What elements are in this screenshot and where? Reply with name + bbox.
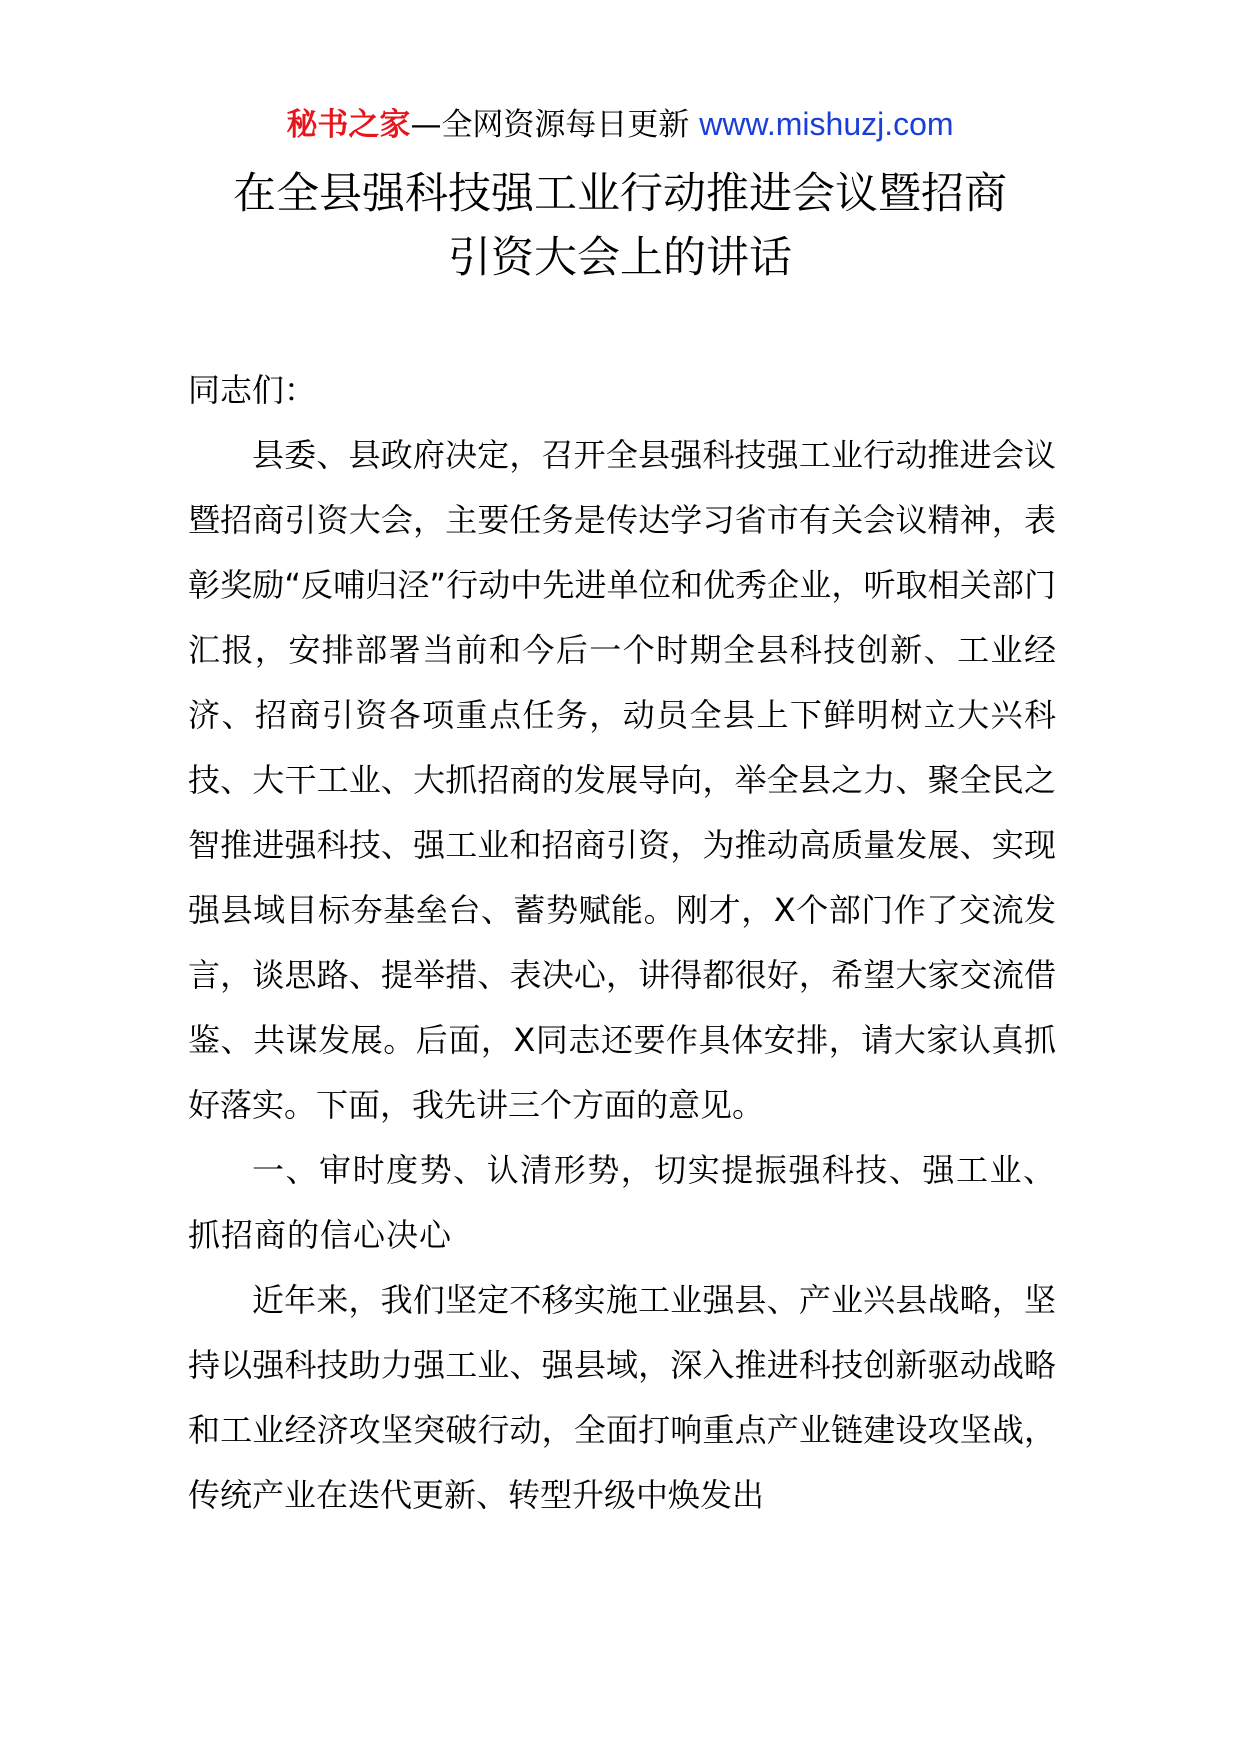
title-line-1: 在全县强科技强工业行动推进会议暨招商 bbox=[233, 169, 1007, 219]
document-title bbox=[150, 162, 1090, 290]
banner-brand: 秘书之家 bbox=[286, 107, 411, 143]
banner-slogan: —全网资源每日更新 bbox=[410, 107, 690, 143]
banner-url: www.mishuzj.com bbox=[699, 106, 954, 142]
salutation: 同志们： bbox=[188, 371, 317, 409]
document-body bbox=[188, 358, 1056, 1528]
header-banner bbox=[0, 102, 1240, 147]
paragraph-2: 近年来，我们坚定不移实施工业强县、产业兴县战略，坚持以强科技助力强工业、强县域，深入推进科技创新驱动战略和工业经济攻坚突破行动，全面打响重点产业链建设攻坚战，传统产业在迭代更新、转型升级中焕发出 bbox=[188, 1281, 1056, 1514]
section-heading-1: 一、审时度势、认清形势，切实提振强科技、强工业、抓招商的信心决心 bbox=[188, 1151, 1056, 1254]
paragraph-1: 县委、县政府决定，召开全县强科技强工业行动推进会议暨招商引资大会，主要任务是传达学习省市有关会议精神，表彰奖励“反哺归泾”行动中先进单位和优秀企业，听取相关部门汇报，安排部署当前和今后一个时期全县科技创新、工业经济、招商引资各项重点任务，动员全县上下鲜明树立大兴科技、大干工业、大抓招商的发展导向，举全县之力、聚全民之智推进强科技、强工业和招商引资，为推动高质量发展、实现强县域目标夯基垒台、蓄势赋能。刚才，X个部门作了交流发言，谈思路、提举措、表决心，讲得都很好，希望大家交流借鉴、共谋发展。后面，X同志还要作具体安排，请大家认真抓好落实。下面，我先讲三个方面的意见。 bbox=[188, 436, 1056, 1124]
title-line-2: 引资大会上的讲话 bbox=[448, 233, 792, 283]
